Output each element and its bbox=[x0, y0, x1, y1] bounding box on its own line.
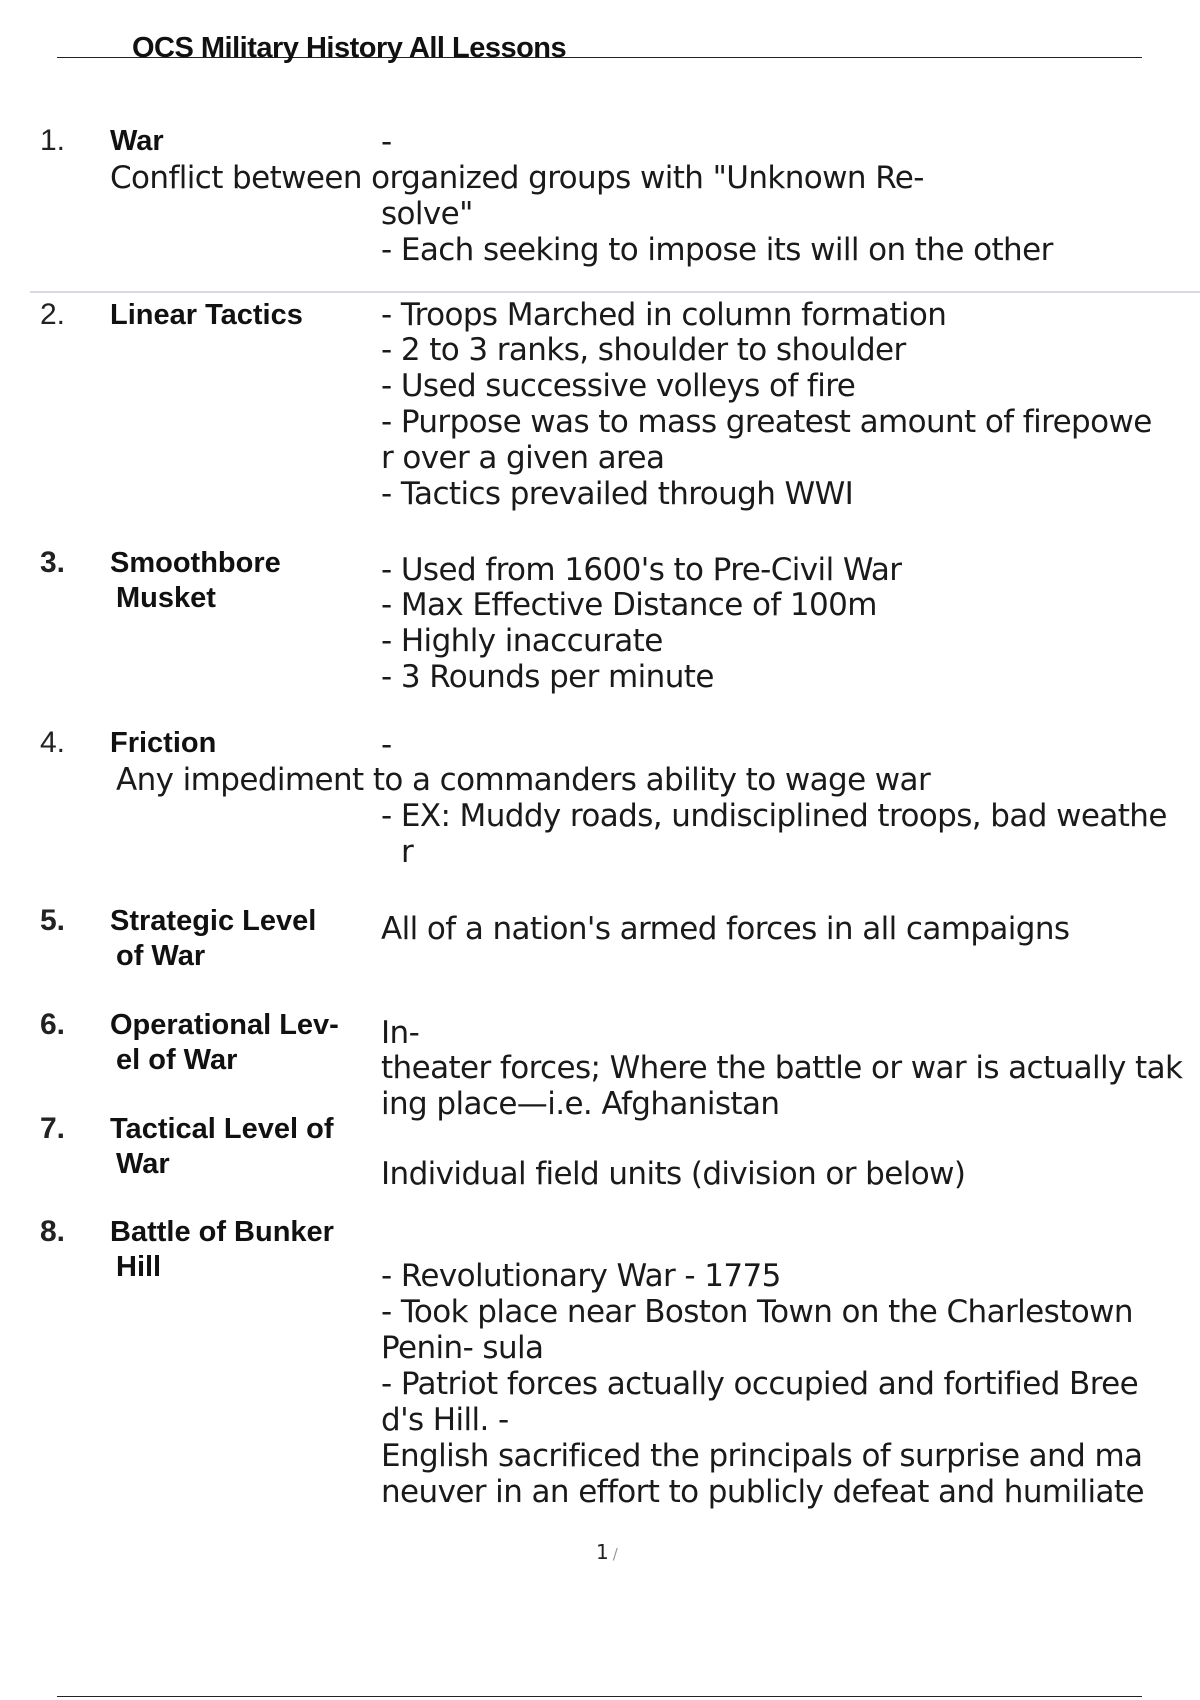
entry-line: - bbox=[381, 727, 392, 763]
term-line: Linear Tactics bbox=[110, 299, 303, 331]
page-number-separator: / bbox=[612, 1545, 618, 1563]
entry-line: Any impediment to a commanders ability to wage war bbox=[116, 762, 931, 798]
entry-line: - Revolutionary War - 1775 bbox=[381, 1258, 781, 1294]
entry-line: - Patriot forces actually occupied and fortified Bree bbox=[381, 1366, 1139, 1402]
entry-term bbox=[110, 904, 380, 974]
entry-line: - Troops Marched in column formation bbox=[381, 297, 947, 333]
entry-line: r bbox=[401, 834, 414, 870]
entry-line: - Took place near Boston Town on the Charlestown bbox=[381, 1294, 1133, 1330]
entry-line: - bbox=[381, 124, 392, 160]
entry-line: Conflict between organized groups with "Unknown Re- bbox=[110, 160, 924, 196]
entry-number: 3. bbox=[40, 546, 66, 579]
entry-number: 6. bbox=[40, 1008, 66, 1041]
entry-term bbox=[110, 1215, 380, 1285]
entry-line: All of a nation's armed forces in all campaigns bbox=[381, 911, 1070, 947]
term-line: Friction bbox=[110, 727, 217, 759]
entry-line: ing place—i.e. Afghanistan bbox=[381, 1086, 780, 1122]
entry-line: - Highly inaccurate bbox=[381, 623, 663, 659]
term-line: Battle of Bunker bbox=[110, 1216, 334, 1248]
term-line: Operational Lev- bbox=[110, 1009, 339, 1041]
entry-term bbox=[110, 1008, 380, 1078]
footer-rule bbox=[57, 1696, 1142, 1697]
term-line: Strategic Level bbox=[110, 905, 317, 937]
entry-number: 1. bbox=[40, 124, 66, 157]
entry-line: - 2 to 3 ranks, shoulder to shoulder bbox=[381, 332, 906, 368]
entry-number: 8. bbox=[40, 1215, 66, 1248]
term-line: el of War bbox=[116, 1044, 238, 1076]
entry-line: Individual field units (division or below) bbox=[381, 1156, 966, 1192]
entry-line: English sacrificed the principals of surprise and ma bbox=[381, 1438, 1143, 1474]
entry-line: In- bbox=[381, 1015, 420, 1051]
entry-line: - Max Effective Distance of 100m bbox=[381, 587, 877, 623]
document-title: OCS Military History All Lessons bbox=[132, 32, 567, 64]
page-number-value: 1 bbox=[596, 1540, 609, 1564]
section-divider bbox=[30, 291, 1200, 293]
entry-number: 2. bbox=[40, 298, 66, 331]
entry-line: neuver in an effort to publicly defeat and humiliate bbox=[381, 1474, 1144, 1510]
term-line: Smoothbore bbox=[110, 547, 281, 579]
term-line: War bbox=[116, 1148, 170, 1180]
entry-term bbox=[110, 726, 380, 761]
entry-term bbox=[110, 124, 380, 159]
entry-line: - EX: Muddy roads, undisciplined troops, bad weathe bbox=[381, 798, 1167, 834]
term-line: Tactical Level of bbox=[110, 1113, 334, 1145]
entry-line: - Tactics prevailed through WWI bbox=[381, 476, 854, 512]
entry-line: d's Hill. - bbox=[381, 1402, 509, 1438]
term-line: Hill bbox=[116, 1251, 162, 1283]
entry-number: 4. bbox=[40, 726, 66, 759]
entry-line: - Purpose was to mass greatest amount of firepowe bbox=[381, 404, 1152, 440]
entry-line: r over a given area bbox=[381, 440, 665, 476]
entry-number: 7. bbox=[40, 1112, 66, 1145]
entry-number: 5. bbox=[40, 904, 66, 937]
entry-line: - 3 Rounds per minute bbox=[381, 659, 714, 695]
entry-line: - Used from 1600's to Pre-Civil War bbox=[381, 552, 902, 588]
term-line: Musket bbox=[116, 582, 216, 614]
entry-line: theater forces; Where the battle or war is actually tak bbox=[381, 1050, 1183, 1086]
page-number bbox=[596, 1540, 618, 1564]
entry-term bbox=[110, 298, 380, 333]
entry-line: - Used successive volleys of fire bbox=[381, 368, 856, 404]
term-line: War bbox=[110, 125, 164, 157]
entry-line: solve" bbox=[381, 196, 473, 232]
entry-line: - Each seeking to impose its will on the other bbox=[381, 232, 1053, 268]
term-line: of War bbox=[116, 940, 206, 972]
entry-term bbox=[110, 1112, 380, 1182]
entry-term bbox=[110, 546, 380, 616]
entry-line: Penin- sula bbox=[381, 1330, 544, 1366]
